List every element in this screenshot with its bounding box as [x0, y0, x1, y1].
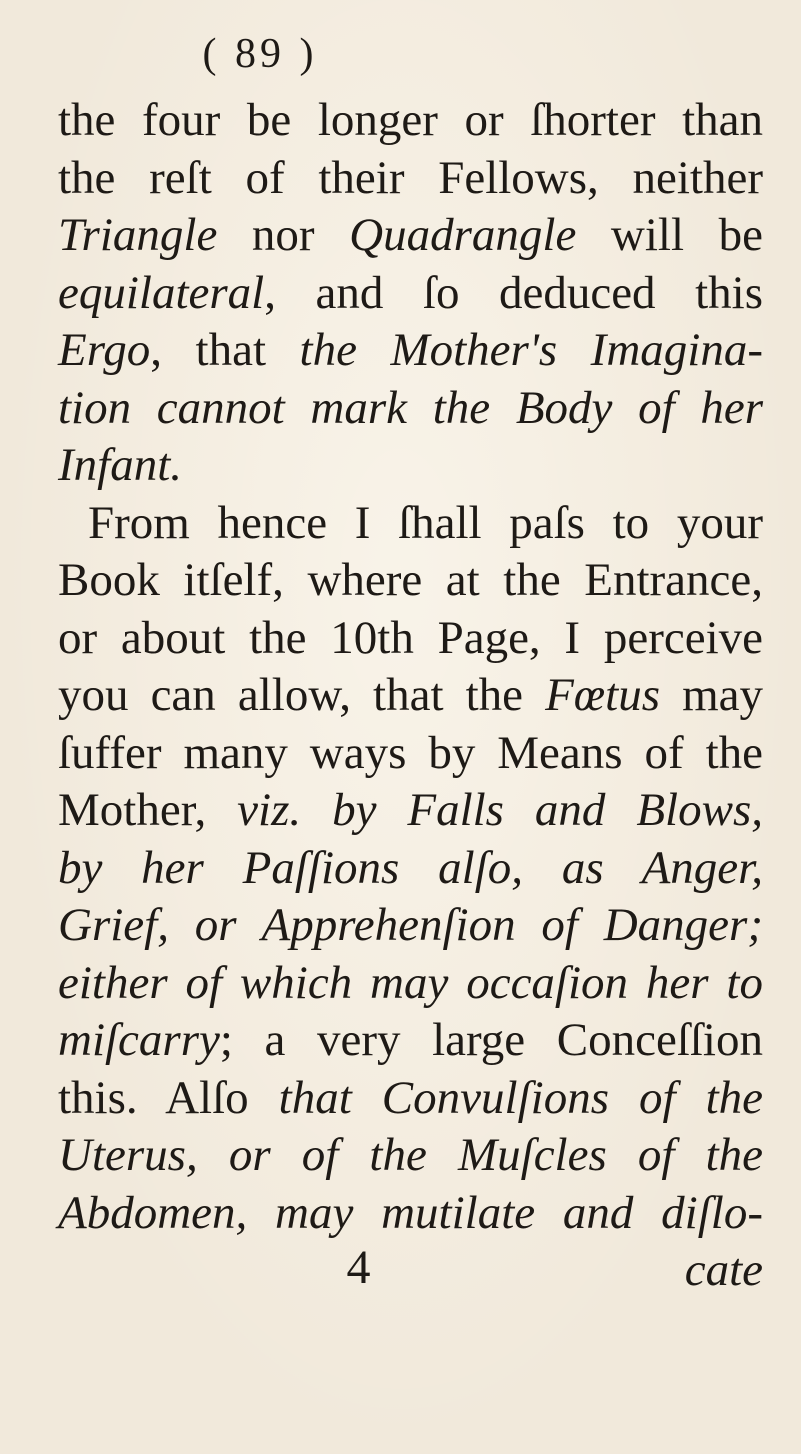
signature-mark [0, 1240, 801, 1295]
text-run: equilateral [58, 266, 265, 319]
text-run: the four be longer or ſhorter than [58, 94, 763, 146]
text-run: ſuffer many ways by Means of the [58, 726, 763, 779]
text-line [58, 897, 763, 955]
text-run: you can allow, that the [58, 669, 546, 721]
text-run: Quadrangle [349, 209, 577, 261]
text-run: tion cannot mark the Body of her [58, 381, 763, 434]
text-line [58, 437, 763, 495]
text-run: From hence I ſhall paſs to your [88, 496, 763, 549]
text-run: cate [684, 1244, 763, 1296]
text-run: Abdomen, may mutilate and diſlo- [58, 1186, 763, 1239]
text-run: Uterus, or of the Muſcles of the [58, 1129, 763, 1181]
text-line [58, 1070, 763, 1128]
text-line [58, 1185, 763, 1243]
text-run: ; a very large Conceſſion [219, 1014, 763, 1066]
text-line [58, 667, 763, 725]
text-run: the Mother's Imagina- [299, 324, 763, 376]
text-run: nor [217, 209, 350, 261]
text-run: that Convulſions of the [278, 1071, 763, 1124]
text-line [58, 782, 763, 840]
text-line [58, 1127, 763, 1185]
text-run: by her Paſſions alſo, as Anger, [58, 841, 763, 894]
text-line [58, 1012, 763, 1070]
text-line [58, 955, 763, 1013]
text-run: miſcarry [58, 1014, 220, 1066]
text-line [58, 92, 763, 150]
text-line [58, 322, 763, 380]
text-line [58, 552, 763, 610]
text-run: the reſt of their Fellows, neither [58, 151, 763, 204]
signature-text: 4 [346, 1241, 371, 1294]
text-run: Mother, [58, 784, 238, 836]
text-run: Infant. [58, 439, 183, 491]
page-number: ( 89 ) [202, 31, 318, 77]
text-line [58, 380, 763, 438]
body-text [58, 92, 763, 1300]
text-run: Grief, or Apprehenſion of Danger; [58, 899, 763, 951]
text-run: viz. by Falls and Blows, [237, 784, 764, 836]
text-run: , that [150, 324, 300, 376]
text-run: may [660, 669, 764, 721]
text-line [58, 150, 763, 208]
text-run: will be [576, 209, 763, 261]
text-run: or about the 10th Page, I perceive [58, 611, 763, 664]
text-run: Book itſelf, where at the Entrance, [58, 554, 763, 606]
text-line [58, 610, 763, 668]
text-run: either of which may occaſion her to [58, 956, 763, 1009]
text-run: Triangle [58, 209, 218, 261]
text-line [58, 495, 763, 553]
text-run: Fœtus [545, 669, 661, 721]
text-run: Ergo [58, 324, 151, 376]
text-line [58, 207, 763, 265]
text-line [58, 840, 763, 898]
text-line [58, 265, 763, 323]
text-run: this. Alſo [58, 1071, 279, 1124]
text-line [58, 725, 763, 783]
text-run: , and ſo deduced this [264, 266, 763, 319]
